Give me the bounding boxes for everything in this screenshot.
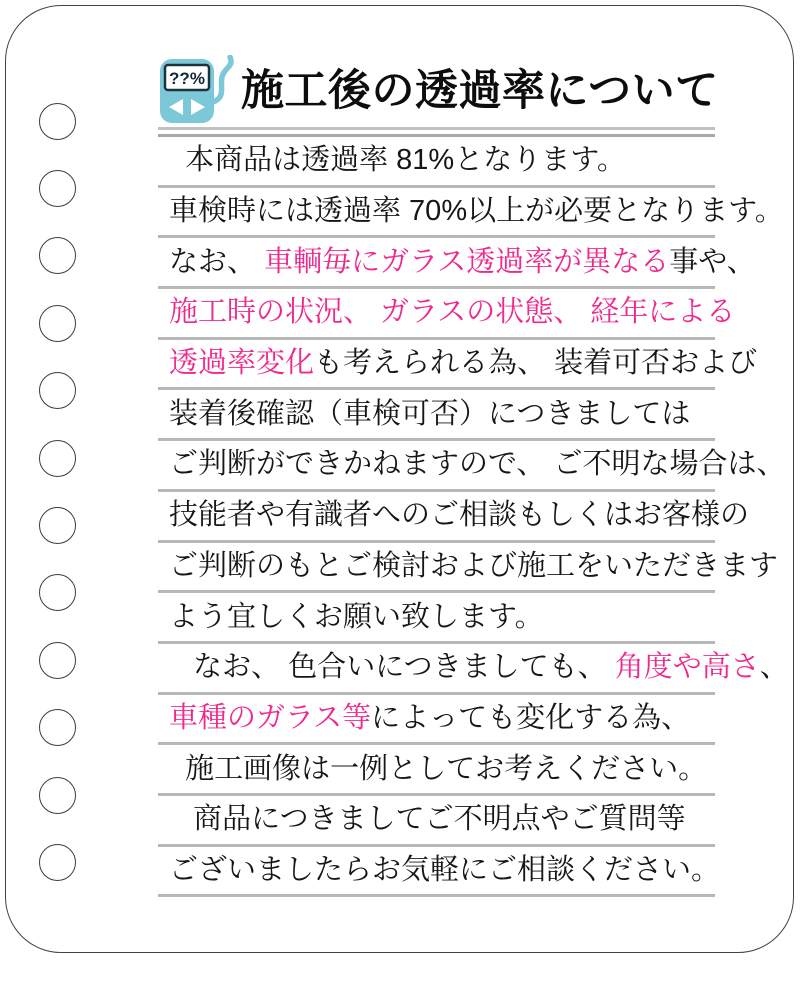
text-line [158,390,715,441]
text-segment: も考えられる為、 装着可否および [314,347,758,380]
sheet-content [158,55,789,897]
text-line [158,543,779,594]
text-line [158,441,786,492]
binding-hole [39,170,76,207]
text-segment: 車検時には透過率 70%以上が必要となります。 [169,195,784,228]
text-segment: 施工時の状況、 ガラスの状態、 経年による [169,296,736,329]
text-lines [158,137,789,897]
text-line [158,137,715,188]
page-header [158,55,719,127]
text-segment: 施工画像は一例としてお考えください。 [169,752,708,785]
text-segment: 透過率変化 [169,347,315,380]
text-segment: ございましたらお気軽にご相談ください。 [169,853,721,886]
page-title: 施工後の透過率について [241,66,719,115]
text-segment: 本商品は透過率 81%となります。 [169,144,626,177]
meter-display-label: ??% [169,69,205,88]
binding-hole [39,440,76,477]
text-line [158,289,736,340]
text-segment: 角度や高さ [614,651,760,684]
binding-hole [39,103,76,140]
text-line [158,695,715,746]
text-segment: なお、 [169,245,265,278]
transmittance-meter-icon [159,55,237,127]
text-segment: 車輌毎にガラス透過率が異なる [264,245,670,278]
text-line [158,593,715,644]
text-line [158,644,789,695]
binding-hole [39,305,76,342]
text-segment: 商品につきましてご不明点やご質問等 [169,803,686,836]
binding-hole [39,372,76,409]
meter-cable [213,57,231,102]
text-segment: 技能者や有識者へのご相談もしくはお客様の [169,499,750,532]
text-segment: よう宜しくお願い致します。 [169,600,544,633]
binding-hole [39,507,76,544]
text-segment: 装着後確認（車検可否）につきましては [169,397,691,430]
text-line [158,492,750,543]
title-divider [158,127,715,137]
text-segment: ご判断のもとご検討および施工をいただきます [169,549,779,582]
text-segment: なお、 色合いにつきましても、 [169,651,615,684]
binding-hole [39,844,76,881]
text-segment: によっても変化する為、 [371,701,691,734]
text-line [158,847,721,898]
text-line [158,796,715,847]
binding-hole [39,777,76,814]
binding-hole [39,709,76,746]
text-segment: 車種のガラス等 [169,701,372,734]
binding-hole [39,642,76,679]
text-line [158,238,756,289]
text-segment: 事や、 [669,245,756,278]
text-segment: 、 [759,651,789,684]
text-segment: ご判断ができかねますので、 ご不明な場合は、 [169,448,786,481]
text-line [158,340,758,391]
text-line [158,745,715,796]
text-line [158,188,784,239]
